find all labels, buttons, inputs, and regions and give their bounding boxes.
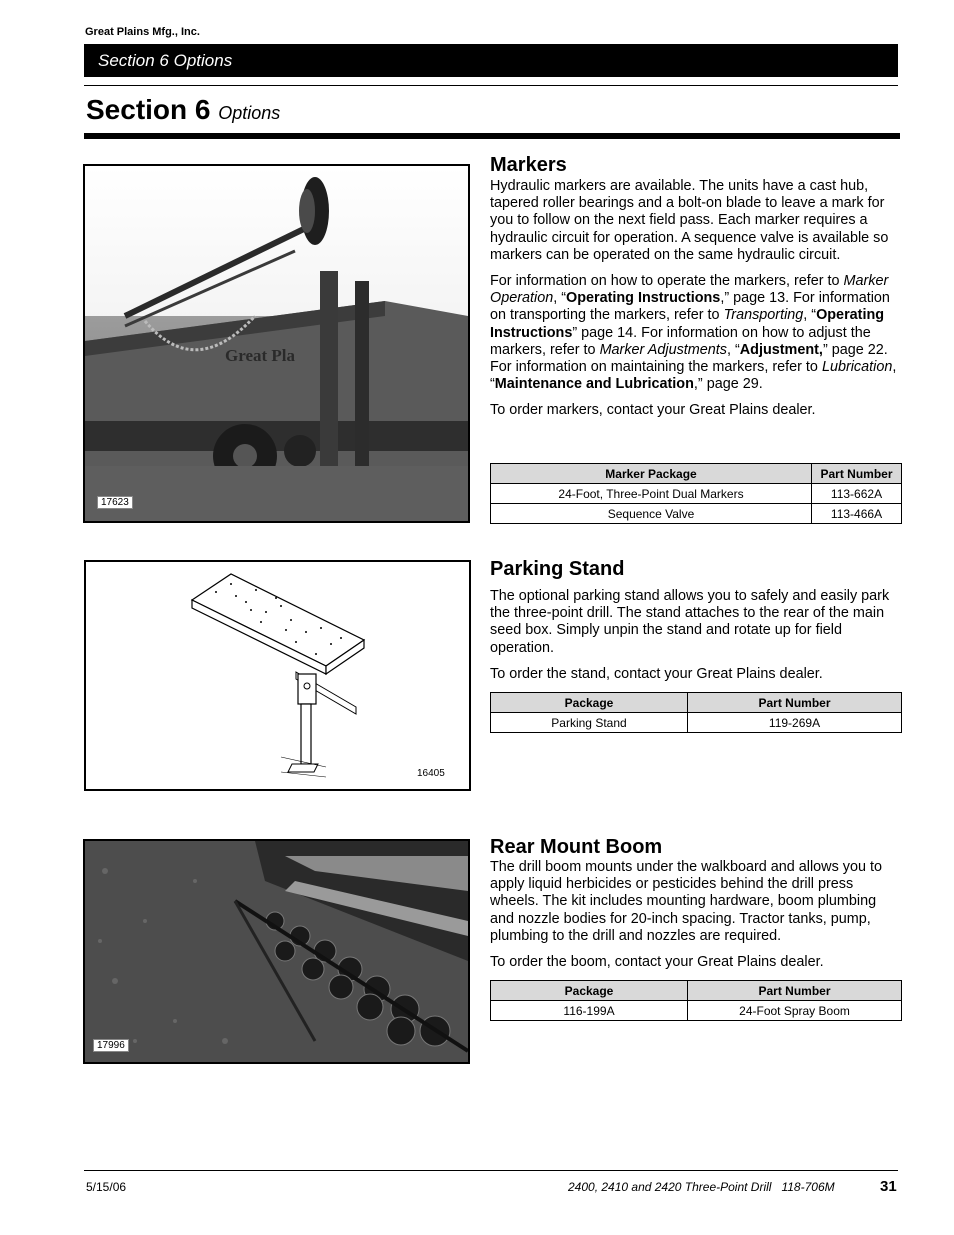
company-name: Great Plains Mfg., Inc. <box>85 26 200 38</box>
footer-rule <box>84 1170 898 1171</box>
boom-para-2: To order the boom, contact your Great Plains dealer. <box>490 954 824 971</box>
table-header: Part Number <box>688 693 902 713</box>
section-header-bar: Section 6 Options <box>84 44 898 77</box>
table-row <box>491 504 902 524</box>
rear-mount-boom-title: Rear Mount Boom <box>490 836 663 858</box>
page-title-sub: Options <box>218 103 281 123</box>
markers-photo <box>83 164 470 523</box>
markers-para-3: To order markers, contact your Great Plains dealer. <box>490 402 816 419</box>
table-header: Marker Package <box>491 464 812 484</box>
table-header: Part Number <box>812 464 902 484</box>
header-rule <box>84 85 898 86</box>
markers-para-1: Hydraulic markers are available. The units have a cast hub, tapered roller bearings and a bolt-on blade to leave a mark for you to follow on the next field pass. Each marker requires a hydraulic circuit for operation. A sequence valve is available so markers can be operated on the same hydraulic circuit. <box>490 178 889 263</box>
markers-title: Markers <box>490 154 567 176</box>
markers-figure-id: 17623 <box>97 496 133 509</box>
rear-mount-boom-photo <box>83 839 470 1064</box>
footer-date: 5/15/06 <box>86 1180 127 1194</box>
table-cell: 113-466A <box>812 504 902 524</box>
table-header: Package <box>491 693 688 713</box>
table-cell: Sequence Valve <box>491 504 812 524</box>
table-header-row <box>491 981 902 1001</box>
table-row <box>491 1001 902 1021</box>
rear-mount-boom-body <box>490 859 902 980</box>
title-rule <box>84 133 900 139</box>
parking-stand-body <box>490 588 902 692</box>
markers-para-2: For information on how to operate the markers, refer to Marker Operation, “Operating Instructions,” page 13. For information on transporting the markers, refer to Transporting, “Operating Instructions” page 14. For information on how to adjust the markers, refer to Marker Adjustments, “Adjustment,” page 22. For information on maintaining the markers, refer to Lubrication, “Maintenance and Lubrication,” page 29. <box>490 273 897 393</box>
page-title-main: Section 6 <box>86 94 211 125</box>
page-number: 31 <box>880 1178 897 1195</box>
parking-para-1: The optional parking stand allows you to safely and easily park the three-point drill. The stand attaches to the rear of the main seed box. Simply unpin the stand and rotate up for field operation. <box>490 588 890 656</box>
table-cell: 24-Foot, Three-Point Dual Markers <box>491 484 812 504</box>
page-title <box>86 94 280 126</box>
parking-para-2: To order the stand, contact your Great Plains dealer. <box>490 665 823 682</box>
table-header: Package <box>491 981 688 1001</box>
footer-document-title: 2400, 2410 and 2420 Three-Point Drill 118-706M <box>568 1180 835 1194</box>
table-cell: 119-269A <box>688 713 902 733</box>
table-header-row <box>491 693 902 713</box>
table-header: Part Number <box>688 981 902 1001</box>
parking-stand-title: Parking Stand <box>490 558 625 580</box>
table-cell: Parking Stand <box>491 713 688 733</box>
boom-parts-table <box>490 980 902 1021</box>
parking-parts-table <box>490 692 902 733</box>
boom-para-1: The drill boom mounts under the walkboard and allows you to apply liquid herbicides or pesticides behind the drill press wheels. The kit includes mounting hardware, boom plumbing and nozzle bodies for 20-inch spacing. Tractor tanks, pump, plumbing to the drill and nozzles are required. <box>490 859 882 944</box>
table-row <box>491 484 902 504</box>
table-cell: 116-199A <box>491 1001 688 1021</box>
table-row <box>491 713 902 733</box>
table-cell: 24-Foot Spray Boom <box>688 1001 902 1021</box>
parking-figure-id: 16405 <box>417 768 445 779</box>
table-cell: 113-662A <box>812 484 902 504</box>
svg-text:Great Pla: Great Pla <box>225 346 296 365</box>
markers-parts-table <box>490 463 902 524</box>
parking-stand-illustration <box>84 560 471 791</box>
table-header-row <box>491 464 902 484</box>
markers-body <box>490 178 902 429</box>
boom-figure-id: 17996 <box>93 1039 129 1052</box>
